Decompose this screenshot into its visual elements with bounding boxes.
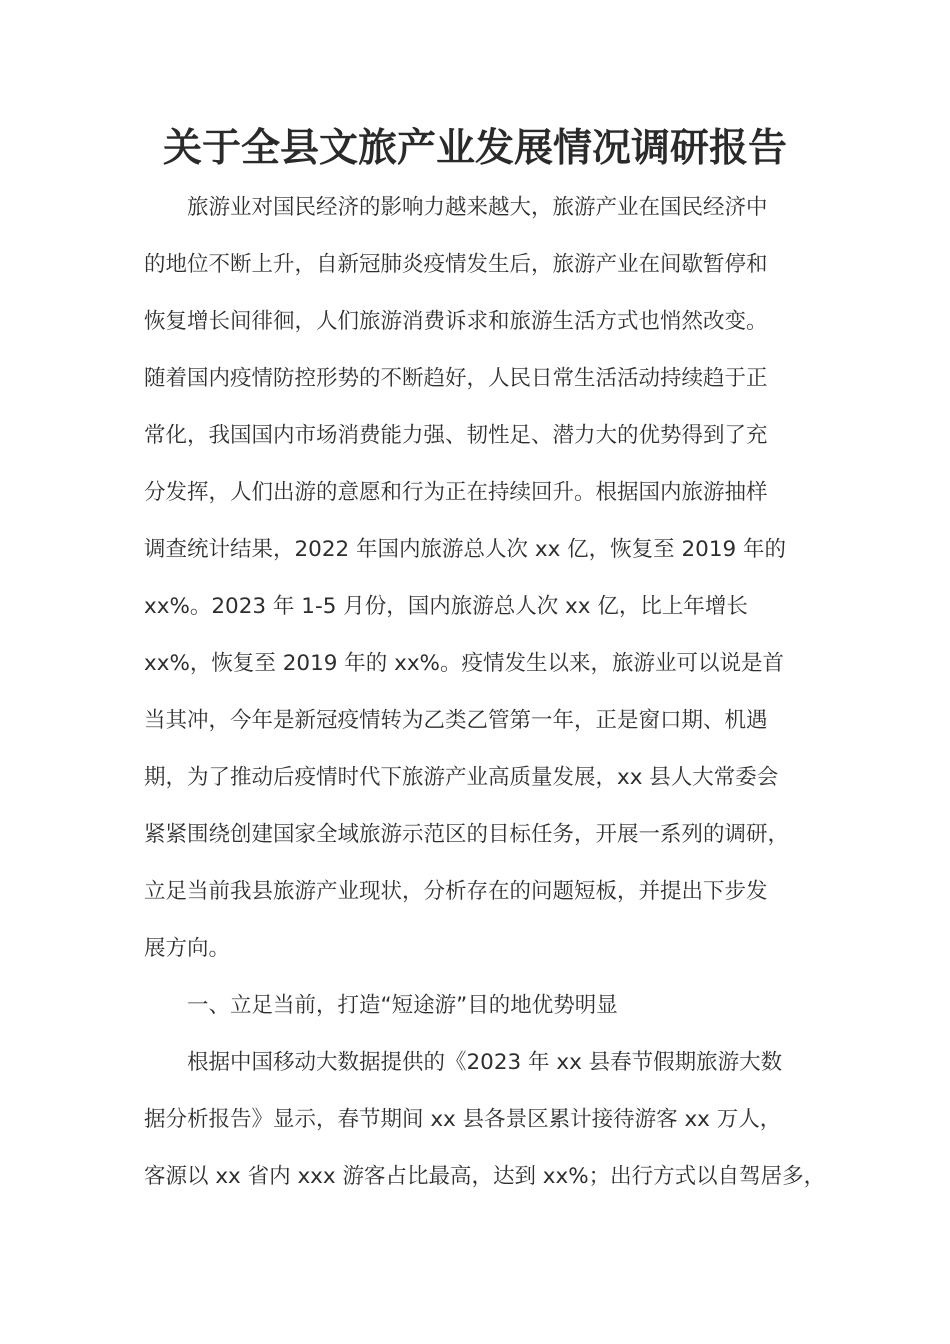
paragraph-1-line-11: 期，为了推动后疫情时代下旅游产业高质量发展，xx 县人大常委会 [144,765,779,790]
paragraph-2-line-1: 根据中国移动大数据提供的《2023 年 xx 县春节假期旅游大数 [187,1050,783,1075]
paragraph-1-line-1: 旅游业对国民经济的影响力越来越大，旅游产业在国民经济中 [187,195,768,220]
paragraph-1-line-6: 分发挥，人们出游的意愿和行为正在持续回升。根据国内旅游抽样 [144,480,768,505]
section-1-heading: 一、立足当前，打造“短途游”目的地优势明显 [187,993,618,1018]
paragraph-1-line-14: 展方向。 [144,936,231,961]
paragraph-1-line-10: 当其冲，今年是新冠疫情转为乙类乙管第一年，正是窗口期、机遇 [144,708,768,733]
paragraph-1-line-9: xx%，恢复至 2019 年的 xx%。疫情发生以来，旅游业可以说是首 [144,651,784,676]
paragraph-1-line-7: 调查统计结果，2022 年国内旅游总人次 xx 亿，恢复至 2019 年的 [144,537,787,562]
paragraph-1-line-2: 的地位不断上升，自新冠肺炎疫情发生后，旅游产业在间歇暂停和 [144,252,768,277]
document-title: 关于全县文旅产业发展情况调研报告 [162,125,787,171]
paragraph-1-line-8: xx%。2023 年 1-5 月份，国内旅游总人次 xx 亿，比上年增长 [144,594,748,619]
paragraph-1-line-3: 恢复增长间徘徊，人们旅游消费诉求和旅游生活方式也悄然改变。 [144,309,768,334]
paragraph-1-line-4: 随着国内疫情防控形势的不断趋好，人民日常生活活动持续趋于正 [144,366,768,391]
paragraph-2-line-3: 客源以 xx 省内 xxx 游客占比最高，达到 xx%；出行方式以自驾居多， [144,1164,826,1189]
paragraph-1-line-12: 紧紧围绕创建国家全域旅游示范区的目标任务，开展一系列的调研， [144,822,790,847]
paragraph-1-line-5: 常化，我国国内市场消费能力强、韧性足、潜力大的优势得到了充 [144,423,768,448]
paragraph-1-line-13: 立足当前我县旅游产业现状，分析存在的问题短板，并提出下步发 [144,879,768,904]
paragraph-2-line-2: 据分析报告》显示，春节期间 xx 县各景区累计接待游客 xx 万人， [144,1107,782,1132]
